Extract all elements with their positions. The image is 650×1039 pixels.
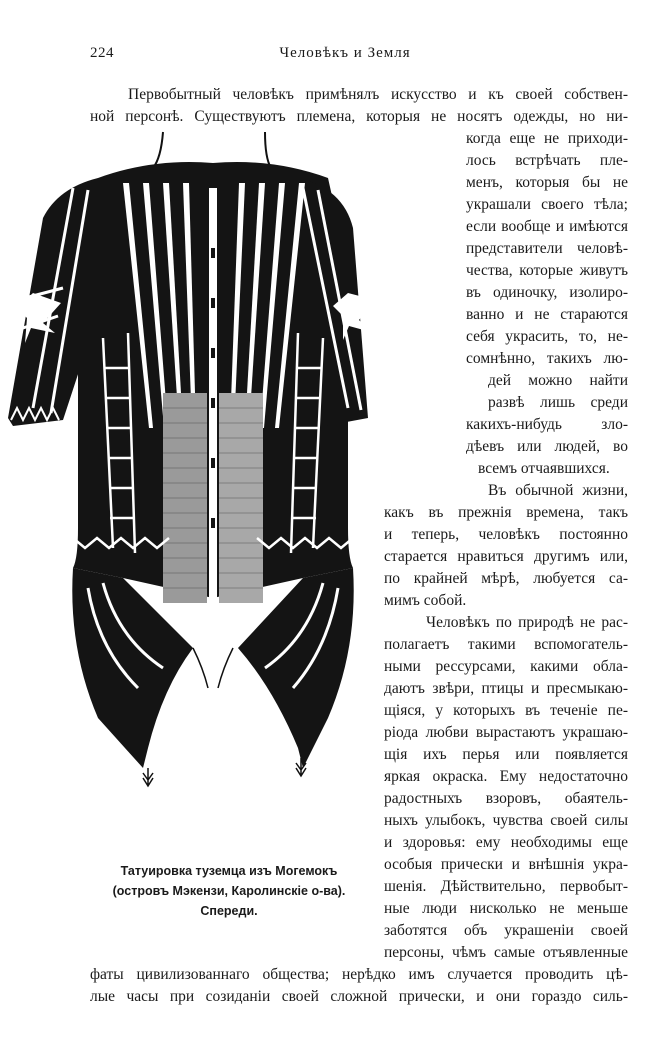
text-line: заботятся объ украшеніи своей xyxy=(384,922,628,939)
text-line: ныхъ улыбокъ, чувства своей силы xyxy=(384,812,628,829)
text-line: щіяся, у которыхъ въ теченіе пе- xyxy=(384,702,628,719)
text-line: какъ въ прежнія времена, такъ xyxy=(384,504,628,521)
text-line: ріода любви вырастаютъ украшаю- xyxy=(384,724,628,741)
text-line: какихъ-нибудь зло- xyxy=(466,416,628,433)
text-line: ными рессурсами, какими обла- xyxy=(384,658,628,675)
figure-caption xyxy=(85,861,373,921)
text-line: мимъ собой. xyxy=(384,592,467,609)
text-line: и здоровья: ему необходимы еще xyxy=(384,834,628,851)
caption-line: (островъ Мэкензи, Каролинскіе о-ва). xyxy=(112,884,346,898)
tattoo-torso-illustration xyxy=(3,128,373,858)
text-line: представители человѣ- xyxy=(466,240,628,257)
left-leg-arrow xyxy=(143,768,153,786)
text-line: когда еще не приходи- xyxy=(466,130,628,147)
text-line: полагаетъ такими вспомогатель- xyxy=(384,636,628,653)
text-line: менъ, которыя бы не xyxy=(466,174,628,191)
text-line: радостныхъ взоровъ, обаятель- xyxy=(384,790,628,807)
text-line: сомнѣнно, такихъ лю- xyxy=(466,350,628,367)
text-line: фаты цивилизованнаго общества; нерѣдко имъ случается проводить цѣ- xyxy=(90,966,628,983)
text-line: ванно и не стараются xyxy=(466,306,628,323)
text-line: ные люди нисколько не меньше xyxy=(384,900,628,917)
text-line: если вообще и имѣются xyxy=(466,218,628,235)
text-line: Въ обычной жизни, xyxy=(488,482,628,499)
text-line: дей можно найти xyxy=(488,372,628,389)
text-line: въ одиночку, изолиро- xyxy=(466,284,628,301)
text-line: персоны, чѣмъ самые отъявленные xyxy=(384,944,628,961)
text-line: особыя прически и внѣшнія укра- xyxy=(384,856,628,873)
text-line: и теперь, человѣкъ постоянно xyxy=(384,526,628,543)
text-line: лось встрѣчать пле- xyxy=(466,152,628,169)
page-number: 224 xyxy=(90,45,114,61)
text-line: шенія. Дѣйствительно, первобыт- xyxy=(384,878,628,895)
text-line: ной персонѣ. Существуютъ племена, которыя не носятъ одежды, но ни- xyxy=(90,108,628,125)
text-line: всемъ отчаявшихся. xyxy=(478,460,610,477)
text-line: по крайней мѣрѣ, любуется са- xyxy=(384,570,628,587)
tattoo-figure xyxy=(3,128,373,858)
running-title: Человѣкъ и Земля xyxy=(279,45,411,61)
text-line: Человѣкъ по природѣ не рас- xyxy=(426,614,628,631)
inner-leg-outline xyxy=(193,648,233,688)
text-line: лые часы при созиданіи своей сложной прически, и они гораздо силь- xyxy=(90,988,628,1005)
text-line: чества, которые живутъ xyxy=(466,262,628,279)
caption-line: Татуировка туземца изъ Могемокъ xyxy=(120,864,338,878)
text-line: Первобытный человѣкъ примѣнялъ искусство и къ своей собствен- xyxy=(128,86,628,103)
text-line: старается нравиться другимъ или, xyxy=(384,548,628,565)
text-line: себя украсить, то, не- xyxy=(466,328,628,345)
text-line: даютъ звѣри, птицы и пресмыкаю- xyxy=(384,680,628,697)
text-line: щія ихъ перья или появляется xyxy=(384,746,628,763)
text-line: яркая окраска. Ему недостаточно xyxy=(384,768,628,785)
text-line: развѣ лишь среди xyxy=(488,394,628,411)
text-line: дѣевъ или людей, во xyxy=(466,438,628,455)
caption-line: Спереди. xyxy=(200,904,258,918)
text-line: украшали своего тѣла; xyxy=(466,196,628,213)
